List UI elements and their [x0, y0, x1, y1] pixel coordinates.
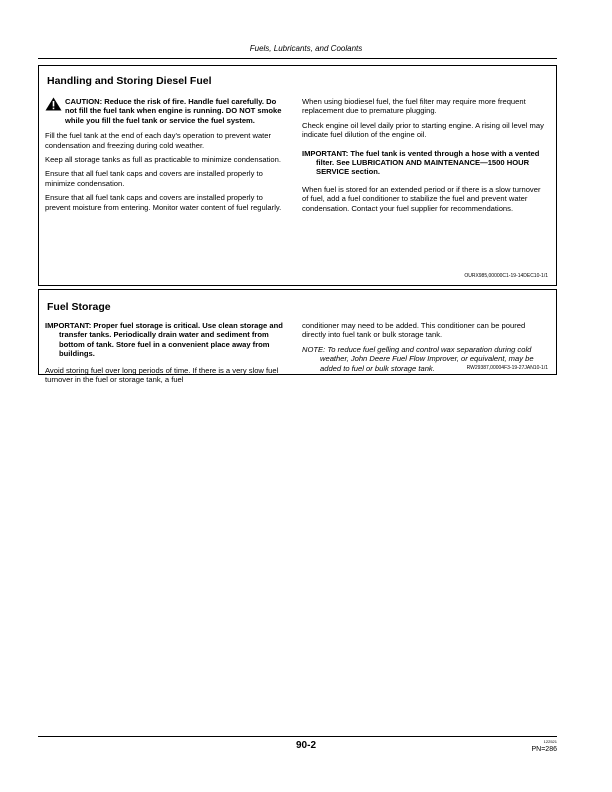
left-column — [45, 97, 290, 217]
header-rule — [38, 58, 557, 59]
paragraph: Fill the fuel tank at the end of each day's operation to prevent water condensation and freezing during cold weather. — [45, 131, 272, 150]
paragraph: Ensure that all fuel tank caps and covers are installed properly to minimize condensation. — [45, 169, 263, 188]
caution-block — [45, 97, 290, 125]
paragraph: When using biodiesel fuel, the fuel filter may require more frequent replacement due to premature plugging. — [302, 97, 526, 116]
handling-storing-section — [38, 65, 557, 286]
running-header: Fuels, Lubricants, and Coolants — [249, 44, 363, 53]
paragraph: When fuel is stored for an extended period or if there is a slow turnover of fuel, add a fuel conditioner to stabilize the fuel and prevent water condensation. Contact your fuel supplier for recommendations. — [302, 184, 541, 213]
important-note: IMPORTANT: Proper fuel storage is critical. Use clean storage and transfer tanks. Periodically drain water and sediment from bottom of tank. Store fuel in a convenient place away from buildings. — [45, 321, 283, 359]
part-number: PN=286 — [531, 746, 557, 753]
section-title: Fuel Storage — [47, 301, 111, 313]
paragraph: Check engine oil level daily prior to starting engine. A rising oil level may indicate fuel dilution of the engine oil. — [302, 120, 544, 140]
important-note: IMPORTANT: The fuel tank is vented through a hose with a vented filter. See LUBRICATION AND MAINTENANCE—1500 HOUR SERVICE section. — [302, 148, 540, 177]
paragraph: Keep all storage tanks as full as practicable to minimize condensation. — [45, 155, 281, 165]
right-column — [302, 97, 547, 218]
reference-code: RW29387,00004F3-19-27JAN10-1/1 — [466, 365, 548, 371]
fuel-storage-section — [38, 289, 557, 385]
paragraph: Avoid storing fuel over long periods of time. If there is a very slow fuel turnover in the fuel or storage tank, a fuel — [45, 365, 279, 385]
left-column — [45, 321, 290, 389]
reference-code: OURX985,00000C1-19-14DEC10-1/1 — [464, 273, 548, 279]
footer-rule — [38, 736, 557, 737]
footer-code: 122521 — [543, 739, 557, 744]
paragraph: conditioner may need to be added. This conditioner can be poured directly into fuel tank or bulk storage tank. — [302, 321, 526, 340]
note: NOTE: To reduce fuel gelling and control wax separation during cold weather, John Deere Fuel Flow Improver, or equivalent, may be added to fuel or bulk storage tank. — [302, 344, 534, 373]
section-title: Handling and Storing Diesel Fuel — [47, 75, 212, 87]
caution-text: CAUTION: Reduce the risk of fire. Handle fuel carefully. Do not fill the fuel tank when engine is running. DO NOT smoke while you fill the fuel tank or service the fuel system. — [65, 97, 282, 125]
page-number: 90-2 — [295, 740, 316, 751]
warning-triangle-icon — [45, 97, 62, 111]
paragraph: Ensure that all fuel tank caps and covers are installed properly to prevent moisture from entering. Monitor water content of fuel regularly. — [45, 193, 282, 212]
